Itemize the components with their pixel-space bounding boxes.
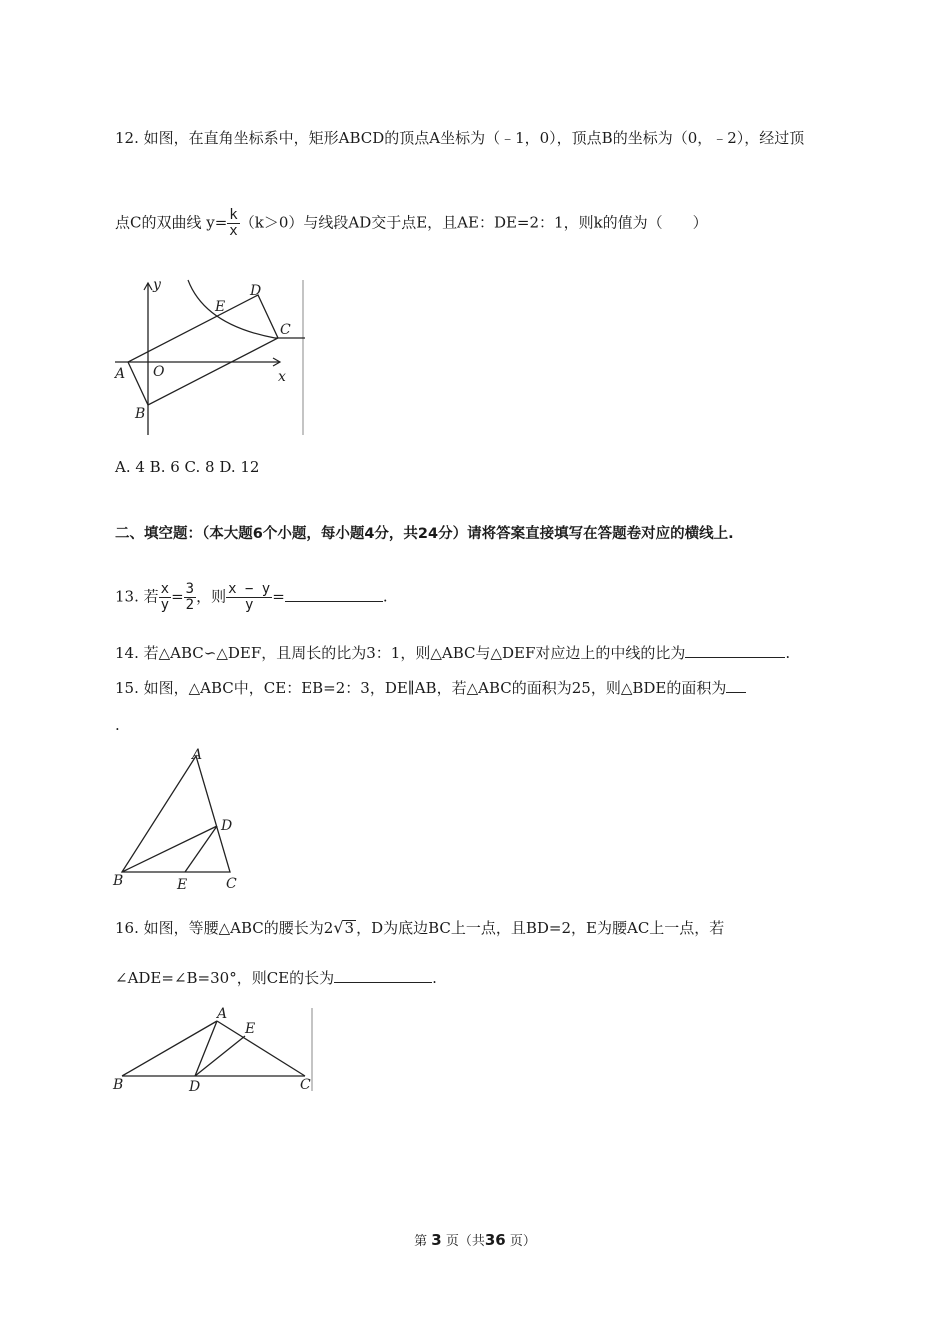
q13-f3-num: x − y [228, 581, 271, 597]
footer-total-pages: 36 [484, 1231, 506, 1249]
q15 [115, 678, 746, 698]
q13-f1-den: y [160, 597, 170, 613]
q12-label-b: B [135, 406, 146, 422]
q15-text: 15. 如图，△ABC中，CE：EB=2：3，DE∥AB，若△ABC的面积为25，则△BDE的面积为 [115, 679, 727, 697]
q16-line1-a: 16. 如图，等腰△ABC的腰长为2 [115, 919, 334, 937]
q13-frac-2 [184, 582, 196, 613]
q12-label-a: A [115, 366, 126, 382]
q15-label-d: D [221, 818, 233, 834]
q16-line1-b: ，D为底边BC上一点，且BD=2，E为腰AC上一点，若 [356, 919, 725, 937]
q16-label-d: D [189, 1079, 201, 1095]
q12-label-x: x [278, 369, 286, 385]
sqrt-icon: √ [333, 918, 344, 937]
q14-end: . [785, 644, 791, 662]
q16-end: . [432, 969, 437, 987]
q16-figure [110, 1003, 320, 1098]
q16-line2-text: ∠ADE=∠B=30°，则CE的长为 [115, 969, 335, 987]
q16-line2 [115, 968, 437, 988]
q13-frac-3 [226, 582, 272, 613]
q14-answer-blank[interactable] [685, 643, 785, 658]
q16-label-e: E [245, 1021, 256, 1037]
q14 [115, 643, 790, 663]
q15-label-a: A [192, 747, 203, 763]
q12-line2 [115, 208, 708, 239]
q13-f3-den: y [244, 597, 254, 613]
q12-frac-den: x [229, 223, 238, 239]
q16-line1 [115, 918, 724, 938]
q16-label-b: B [113, 1077, 124, 1093]
q12-line2-b: （k＞0）与线段AD交于点E，且AE：DE=2：1，则k的值为（ ） [239, 213, 708, 232]
q12-label-c: C [280, 322, 291, 338]
q12-label-e: E [215, 299, 226, 315]
q13-f2-num: 3 [185, 581, 195, 597]
footer-mid: 页（共 [445, 1234, 485, 1249]
q13-frac-1 [159, 582, 171, 613]
q13-mid: ，则 [196, 587, 227, 606]
q12-options: A. 4 B. 6 C. 8 D. 12 [115, 458, 260, 476]
q16-answer-blank[interactable] [334, 968, 432, 983]
q13-prefix: 13. 若 [115, 587, 159, 606]
q13-f1-num: x [160, 581, 170, 597]
q16-sqrt-value: 3 [344, 919, 355, 937]
q13-answer-blank[interactable] [285, 587, 383, 602]
footer-page-number: 3 [431, 1231, 442, 1249]
q15-end: . [115, 716, 120, 734]
q15-answer-blank[interactable] [726, 678, 746, 693]
footer-pre: 第 [414, 1234, 428, 1249]
q15-label-b: B [113, 873, 124, 889]
q13 [115, 582, 388, 613]
q13-eq: = [171, 587, 184, 606]
q13-eq2: = [272, 587, 285, 606]
q12-figure [110, 275, 310, 440]
q16-label-a: A [217, 1006, 228, 1022]
q12-label-o: O [153, 364, 165, 380]
q14-text: 14. 若△ABC∽△DEF，且周长的比为3：1，则△ABC与△DEF对应边上的中线的比为 [115, 644, 686, 662]
q12-label-d: D [250, 283, 262, 299]
page-footer [0, 1230, 950, 1249]
section2-heading: 二、填空题：（本大题6个小题，每小题4分，共24分）请将答案直接填写在答题卷对应的横线上. [115, 526, 734, 542]
footer-post: 页） [509, 1234, 536, 1249]
q12-label-y: y [153, 277, 161, 293]
q15-figure [110, 742, 240, 892]
q12-fraction [227, 208, 239, 239]
q15-label-c: C [226, 876, 237, 892]
q12-line2-a: 点C的双曲线 y= [115, 213, 228, 232]
q15-label-e: E [177, 877, 188, 892]
q12-frac-num: k [229, 207, 238, 223]
q16-label-c: C [300, 1077, 311, 1093]
q12-line1: 12. 如图，在直角坐标系中，矩形ABCD的顶点A坐标为（﹣1，0），顶点B的坐标为（0，﹣2），经过顶 [115, 129, 805, 147]
q13-f2-den: 2 [185, 597, 195, 613]
q13-end: . [382, 587, 388, 606]
